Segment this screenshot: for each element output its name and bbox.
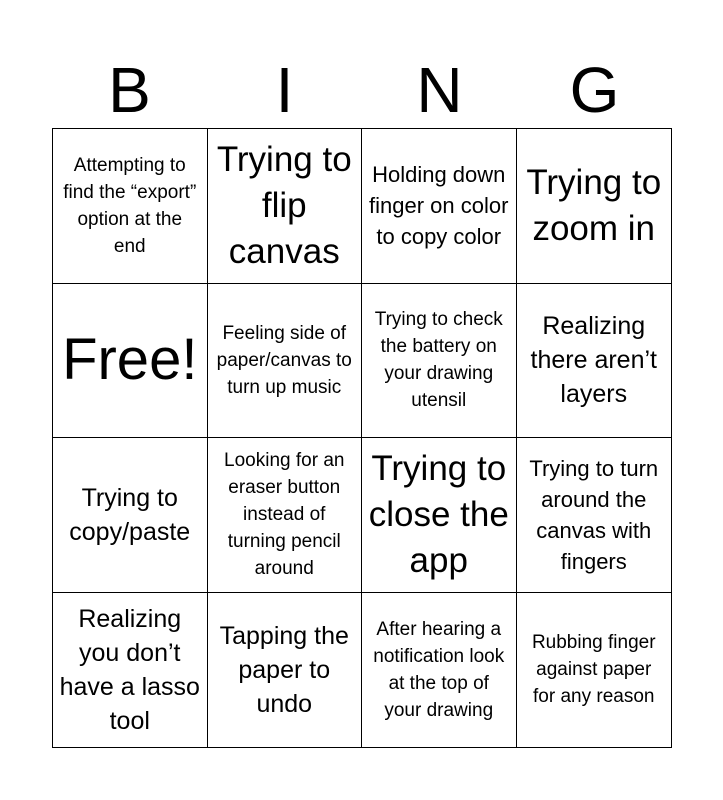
cell-text: Tapping the paper to undo bbox=[219, 621, 349, 718]
header-letter-g: G bbox=[569, 54, 620, 126]
cell-text: Feeling side of paper/canvas to turn up music bbox=[216, 322, 352, 398]
cell-text: Looking for an eraser button instead of turning pencil around bbox=[224, 450, 345, 580]
bingo-cell-r4c4[interactable] bbox=[517, 593, 672, 748]
bingo-cell-r4c2[interactable] bbox=[208, 593, 363, 748]
cell-text: Trying to zoom in bbox=[526, 162, 662, 248]
cell-text: After hearing a notification look at the top of your drawing bbox=[373, 618, 505, 721]
bingo-cell-r1c3[interactable] bbox=[362, 129, 517, 284]
bingo-cell-r3c2[interactable] bbox=[208, 438, 363, 593]
bingo-cell-free[interactable] bbox=[53, 284, 208, 439]
cell-text: Trying to check the battery on your drawing utensil bbox=[374, 309, 503, 412]
bingo-cell-r1c2[interactable] bbox=[208, 129, 363, 284]
bingo-cell-r4c3[interactable] bbox=[362, 593, 517, 748]
bingo-cell-r3c3[interactable] bbox=[362, 438, 517, 593]
cell-text: Attempting to find the “export” option at the end bbox=[63, 154, 197, 257]
bingo-cell-r1c1[interactable] bbox=[53, 129, 208, 284]
cell-text: Trying to copy/paste bbox=[69, 483, 191, 546]
bingo-cell-r3c1[interactable] bbox=[53, 438, 208, 593]
bingo-board bbox=[52, 128, 672, 748]
cell-text: Holding down finger on color to copy color bbox=[369, 162, 509, 250]
bingo-cell-r1c4[interactable] bbox=[517, 129, 672, 284]
header-letter-b: B bbox=[108, 54, 151, 126]
cell-text: Trying to flip canvas bbox=[216, 139, 352, 271]
bingo-header bbox=[52, 52, 672, 128]
bingo-cell-r3c4[interactable] bbox=[517, 438, 672, 593]
cell-text: Trying to close the app bbox=[368, 448, 509, 580]
bingo-cell-r4c1[interactable] bbox=[53, 593, 208, 748]
cell-text: Free! bbox=[62, 327, 198, 393]
bingo-cell-r2c3[interactable] bbox=[362, 284, 517, 439]
header-letter-i: I bbox=[275, 54, 294, 126]
cell-text: Realizing you don’t have a lasso tool bbox=[59, 604, 200, 735]
cell-text: Trying to turn around the canvas with fingers bbox=[529, 455, 659, 574]
header-letter-n: N bbox=[416, 54, 463, 126]
bingo-cell-r2c2[interactable] bbox=[208, 284, 363, 439]
cell-text: Rubbing finger against paper for any reason bbox=[531, 632, 656, 708]
bingo-cell-r2c4[interactable] bbox=[517, 284, 672, 439]
cell-text: Realizing there aren’t layers bbox=[530, 312, 657, 409]
